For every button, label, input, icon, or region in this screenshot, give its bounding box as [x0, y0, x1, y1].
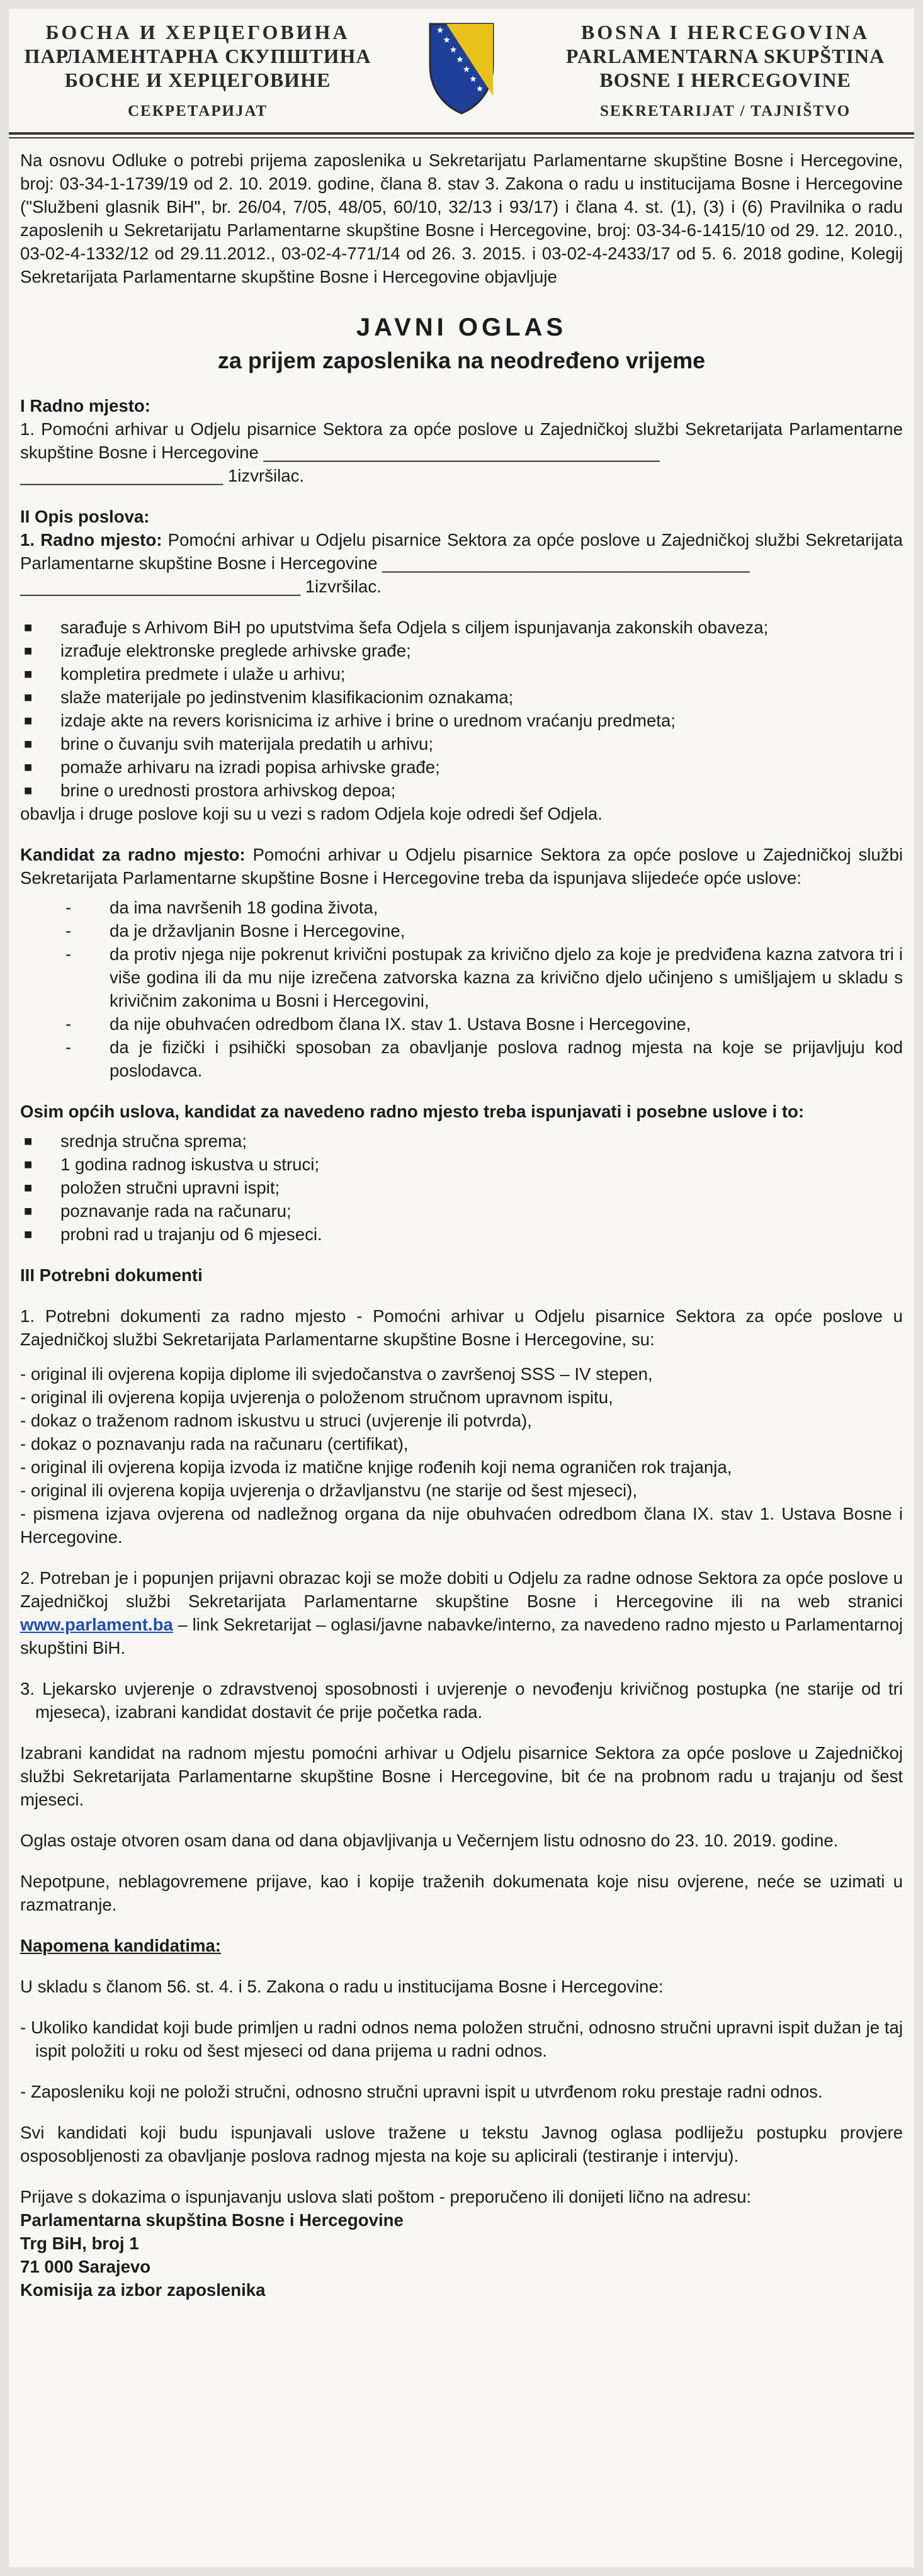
letterhead-line: БОСНА И ХЕРЦЕГОВИНА [45, 21, 350, 43]
medical-certificate-paragraph: 3. Ljekarsko uvjerenje o zdravstvenoj sposobnosti i uvjerenje o nevođenju krivičnog postupka (ne starije od tri mjeseca), izabrani kandidat dostavit će prije početka rada. [20, 1679, 903, 1722]
header-divider [9, 132, 914, 135]
letterhead-latin [549, 20, 902, 123]
candidate-label: Kandidat za radno mjesto: [20, 845, 246, 864]
square-bullet-icon: ■ [24, 619, 33, 635]
address-line: Komisija za izbor zaposlenika [20, 2280, 266, 2300]
square-bullet-icon: ■ [24, 759, 33, 775]
list-item: - da protiv njega nije pokrenut krivični postupak za krivično djelo za koje je predviđena kazna zatvora tri i više godina ili da mu nije izrečena zatvorska kazna za krivično djelo učinjeno s umišljajem u skladu s krivičnim zakonima u Bosni i Hercegovini, [65, 944, 903, 1010]
duties-list [20, 616, 903, 802]
list-item: - da ima navršenih 18 godina života, [65, 898, 378, 917]
position-label: 1. Radno mjesto: [20, 530, 162, 550]
address-line: Parlamentarna skupština Bosne i Hercegovine [20, 2210, 404, 2230]
candidate-text: Pomoćni arhivar u Odjelu pisarnice Sektora za opće poslove u Zajedničkoj službi Sekretarijata Parlamentarne skupštine Bosne i Hercegovine treba da ispunjava slijedeće opće uslove: [20, 845, 903, 888]
letterhead-line: PARLAMENTARNA SKUPŠTINA [565, 45, 885, 67]
deadline-paragraph: Oglas ostaje otvoren osam dana od dana objavljivanja u Večernjem listu odnosno do 23. 10. 2019. godine. [20, 1831, 839, 1850]
list-item: ■ poznavanje rada na računaru; [20, 1199, 903, 1223]
general-conditions-list [20, 896, 903, 1082]
section-heading: III Potrebni dokumenti [20, 1265, 203, 1285]
letterhead [9, 9, 914, 128]
notice-title: JAVNI OGLAS [356, 314, 567, 341]
notice-body [20, 149, 903, 2302]
list-item: - original ili ovjerena kopija izvoda iz matične knjige rođenih koji nema ograničen rok trajanja, [20, 1457, 732, 1477]
documents-list [20, 1362, 903, 1549]
square-bullet-icon: ■ [24, 1180, 33, 1195]
notice-sheet [9, 9, 914, 2567]
position-line: _____________________ 1izvršilac. [20, 466, 305, 485]
letterhead-line: ПАРЛАМЕНТАРНА СКУПШТИНА [24, 45, 371, 67]
address-line: 71 000 Sarajevo [20, 2257, 151, 2276]
list-item: - dokaz o traženom radnom iskustvu u struci (uvjerenje ili potvrda), [20, 1411, 532, 1430]
incomplete-applications-paragraph: Nepotpune, neblagovremene prijave, kao i kopije traženih dokumenata koje nisu ovjerene, neće se uzimati u razmatranje. [20, 1872, 903, 1914]
square-bullet-icon: ■ [24, 666, 33, 682]
letterhead-cyrillic [21, 20, 374, 123]
list-item: ■ srednja stručna sprema; [20, 1129, 903, 1153]
testing-paragraph: Svi kandidati koji budu ispunjavali uslove tražene u tekstu Javnog oglasa podliježu postupku provjere osposobljenosti za obavljanje poslova radnog mjesta na koje su aplicirali (testiranje i intervju). [20, 2123, 903, 2166]
section-heading: II Opis poslova: [20, 507, 150, 526]
header-divider-thin [9, 137, 914, 138]
square-bullet-icon: ■ [24, 1226, 33, 1242]
list-item: ■ probni rad u trajanju od 6 mjeseci. [20, 1223, 903, 1246]
section-heading: I Radno mjesto: [20, 396, 150, 415]
position-description [20, 528, 903, 575]
list-item: ■ brine o čuvanju svih materijala predatih u arhivu; [20, 732, 903, 755]
position-text: Pomoćni arhivar u Odjelu pisarnice Sektora za opće poslove u Zajedničkoj službi Sekretarijata Parlamentarne skupštine Bosne i Hercegovine ______________________________________ [20, 530, 903, 573]
letterhead-line: СЕКРЕТАРИЈАТ [127, 103, 268, 120]
position-line: 1. Pomoćni arhivar u Odjelu pisarnice Sektora za opće poslove u Zajedničkoj službi Sekretarijata Parlamentarne skupštine Bosne i Hercegovine _________________________________________ [20, 419, 903, 462]
list-item: ■ slaže materijale po jedinstvenim klasifikacionim oznakama; [20, 686, 903, 709]
list-item: ■ izdaje akte na revers korisnicima iz arhive i brine o urednom vraćanju predmeta; [20, 709, 903, 732]
square-bullet-icon: ■ [24, 689, 33, 705]
list-item: - pismena izjava ovjerena od nadležnog organa da nije obuhvaćen odredbom člana IX. stav 1. Ustava Bosne i Hercegovine. [20, 1504, 903, 1547]
note-heading: Napomena kandidatima: [20, 1936, 221, 1955]
postal-address [20, 2208, 903, 2302]
special-conditions-list [20, 1129, 903, 1246]
list-item: - dokaz o poznavanju rada na računaru (certifikat), [20, 1434, 409, 1454]
note-lead: U skladu s članom 56. st. 4. i 5. Zakona o radu u institucijama Bosne i Hercegovine: [20, 1977, 664, 1996]
list-item: ■ 1 godina radnog iskustva u struci; [20, 1153, 903, 1176]
list-item: - da je državljanin Bosne i Hercegovine, [65, 921, 405, 941]
square-bullet-icon: ■ [24, 1203, 33, 1219]
letterhead-line: БОСНЕ И ХЕРЦЕГОВИНЕ [64, 69, 331, 91]
list-item: ■ položen stručni upravni ispit; [20, 1176, 903, 1199]
list-item: - da nije obuhvaćen odredbom člana IX. stav 1. Ustava Bosne i Hercegovine, [65, 1014, 691, 1034]
note-point: - Zaposleniku koji ne položi stručni, odnosno stručni upravni ispit u utvrđenom roku prestaje radni odnos. [20, 2082, 823, 2101]
list-item: - original ili ovjerena kopija uvjerenja o položenom stručnom upravnom ispitu, [20, 1387, 613, 1407]
list-item: - da je fizički i psihički sposoban za obavljanje poslova radnog mjesta na koje se prijavljuju kod poslodavca. [65, 1037, 903, 1080]
intro-paragraph: Na osnovu Odluke o potrebi prijema zaposlenika u Sekretarijatu Parlamentarne skupštine Bosne i Hercegovine, broj: 03-34-1-1739/19 od 2. 10. 2019. godine, člana 8. stav 3. Zakona o radu u institucijama Bosne i Hercegovine ("Službeni glasnik BiH", br. 26/04, 7/05, 48/05, 60/10, 32/13 i 93/17) i člana 4. st. (1), (3) i (6) Pravilnika o radu zaposlenih u Sekretarijatu Parlamentarne skupštine Bosne i Hercegovine, broj: 03-34-6-1415/10 od 29. 12. 2010., 03-02-4-1332/12 od 29.11.2012., 03-02-4-771/14 od 26. 3. 2015. i 03-02-4-2433/17 od 5. 6. 2018 godine, Kolegij Sekretarijata Parlamentarne skupštine Bosne i Hercegovine objavljuje [20, 150, 903, 286]
letterhead-line: BOSNE I HERCEGOVINE [599, 69, 851, 91]
submission-paragraph: Prijave s dokazima o ispunjavanju uslova slati poštom - preporučeno ili donijeti lično na adresu: [20, 2187, 752, 2206]
list-item: - original ili ovjerena kopija uvjerenja o državljanstvu (ne starije od šest mjeseci), [20, 1481, 638, 1500]
position-line: _____________________________ 1izvršilac. [20, 577, 382, 596]
application-form-paragraph: 2. Potreban je i popunjen prijavni obrazac koji se može dobiti u Odjelu za radne odnose Sektora za opće poslove u Zajedničkoj službi Sekretarijata Parlamentarne skupštine Bosne i Hercegovine ili na web stranici www.parlament.ba – link Sekretarijat – oglasi/javne nabavke/interno, za navedeno radno mjesto u Parlamentarnoj skupštini BiH. [20, 1568, 903, 1658]
letterhead-line: SEKRETARIJAT / TAJNIŠTVO [599, 103, 851, 120]
list-item: ■ izrađuje elektronske preglede arhivske građe; [20, 639, 903, 662]
duties-closing: obavlja i druge poslove koji su u vezi s radom Odjela koje odredi šef Odjela. [20, 804, 603, 823]
special-conditions-heading: Osim općih uslova, kandidat za navedeno radno mjesto treba ispunjavati i posebne uslove i to: [20, 1102, 805, 1121]
square-bullet-icon: ■ [24, 1133, 33, 1149]
bih-coat-of-arms-icon [428, 21, 495, 116]
list-item: ■ kompletira predmete i ulaže u arhivu; [20, 662, 903, 686]
square-bullet-icon: ■ [24, 782, 33, 798]
list-item: - original ili ovjerena kopija diplome ili svjedočanstva o završenoj SSS – IV stepen, [20, 1364, 653, 1384]
note-point: - Ukoliko kandidat koji bude primljen u radni odnos nema položen stručni, odnosno stručni upravni ispit dužan je taj ispit položiti u roku od šest mjeseci od dana prijema u radni odnos. [20, 2018, 903, 2060]
letterhead-line: BOSNA I HERCEGOVINA [580, 21, 870, 43]
square-bullet-icon: ■ [24, 713, 33, 728]
square-bullet-icon: ■ [24, 736, 33, 752]
notice-subtitle: za prijem zaposlenika na neodređeno vrijeme [217, 347, 706, 373]
list-item: ■ sarađuje s Arhivom BiH po uputstvima šefa Odjela s ciljem ispunjavanja zakonskih obaveza; [20, 616, 903, 639]
list-item: ■ brine o urednosti prostora arhivskog depoa; [20, 779, 903, 802]
parliament-website-link[interactable]: www.parlament.ba [20, 1615, 173, 1634]
documents-intro: 1. Potrebni dokumenti za radno mjesto - Pomoćni arhivar u Odjelu pisarnice Sektora za opće poslove u Zajedničkoj službi Sekretarijata Parlamentarne skupštine Bosne i Hercegovine, su: [20, 1306, 903, 1349]
selected-candidate-paragraph: Izabrani kandidat na radnom mjestu pomoćni arhivar u Odjelu pisarnice Sektora za opće poslove u Zajedničkoj službi Sekretarijata Parlamentarne skupštine Bosne i Hercegovine, bit će na probnom radu u trajanju od šest mjeseci. [20, 1743, 903, 1809]
square-bullet-icon: ■ [24, 1156, 33, 1172]
address-line: Trg BiH, broj 1 [20, 2234, 139, 2253]
square-bullet-icon: ■ [24, 643, 33, 658]
list-item: ■ pomaže arhivaru na izradi popisa arhivske građe; [20, 755, 903, 779]
candidate-paragraph [20, 843, 903, 890]
